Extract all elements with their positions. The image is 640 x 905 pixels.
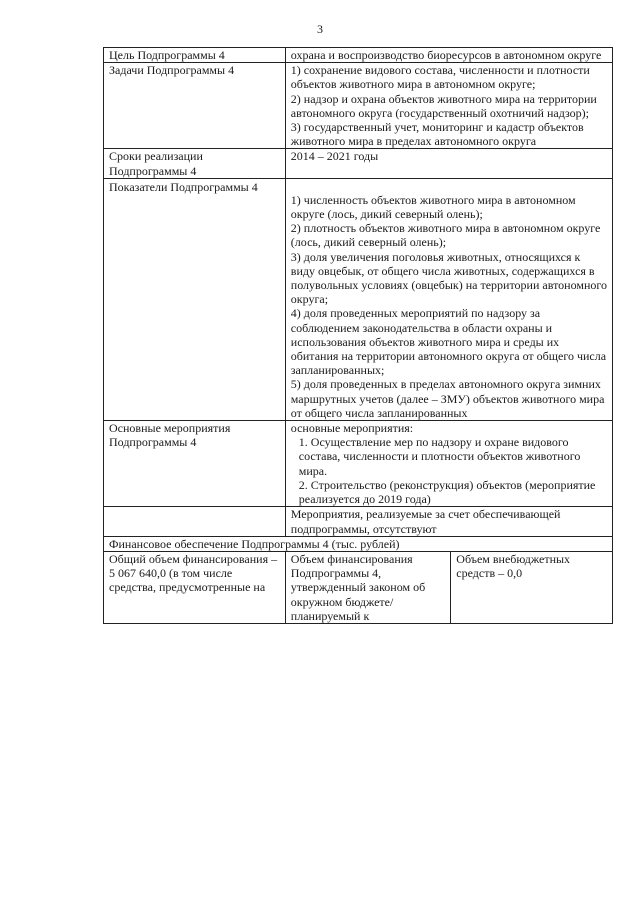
activities-note-row (104, 507, 613, 536)
activities-heading: основные мероприятия: (290, 421, 414, 436)
indicators-list (285, 178, 612, 420)
terms-value: 2014 – 2021 годы (285, 149, 612, 178)
indicator-item-3: 3) доля увеличения поголовья животных, относящихся к виду овцебык, от общего числа животных, содержащихся в полувольных условиях (овцебык) на территории автономного округа; (290, 249, 608, 307)
financing-extra-budget: Объем внебюджетных средств – 0,0 (456, 551, 571, 581)
terms-label: Сроки реализации Подпрограммы 4 (104, 149, 286, 178)
indicator-item-4: 4) доля проведенных мероприятий по надзору за соблюдением законодательства в области охраны и использования объектов животного мира и среды их обитания на территории автономного округа от общего числа запланированных; (290, 306, 607, 378)
financing-total: Общий объем финансирования – 5 067 640,0 (в том числе средства, предусмотренные на (104, 551, 286, 623)
financing-header-row (104, 536, 613, 551)
indicator-item-5: 5) доля проведенных в пределах автономного округа зимних маршрутных учетов (далее – ЗМУ) объектов животного мира от общего числа запланированных (290, 377, 605, 420)
tasks-label: Задачи Подпрограммы 4 (104, 63, 286, 149)
financing-split-cell (285, 551, 612, 623)
indicator-item-2: 2) плотность объектов животного мира в автономном округе (лось, дикий северный олень); (290, 221, 601, 250)
indicators-row (104, 178, 613, 420)
activities-list (285, 421, 612, 507)
financing-row (104, 551, 613, 623)
financing-law: Объем финансирования Подпрограммы 4, утвержденный законом об окружном бюджете/планируемый к (286, 552, 451, 623)
activities-note-empty (104, 507, 286, 536)
tasks-list (285, 63, 612, 149)
goal-row (104, 48, 613, 63)
activity-item-2: 2. Строительство (реконструкция) объектов (мероприятие реализуется до 2019 года) (298, 477, 596, 507)
goal-label: Цель Подпрограммы 4 (104, 48, 286, 63)
indicators-label: Показатели Подпрограммы 4 (104, 178, 286, 420)
tasks-row (104, 63, 613, 149)
goal-value: охрана и воспроизводство биоресурсов в автономном округе (285, 48, 612, 63)
page-number: 3 (317, 22, 323, 36)
task-item-2: 2) надзор и охрана объектов животного мира на территории автономного округа (государственный охотничий надзор); (290, 91, 597, 120)
activities-row (104, 421, 613, 507)
activities-label: Основные мероприятия Подпрограммы 4 (104, 421, 286, 507)
activities-note: Мероприятия, реализуемые за счет обеспечивающей подпрограммы, отсутствуют (285, 507, 612, 536)
financing-split-table (286, 552, 612, 623)
task-item-3: 3) государственный учет, мониторинг и кадастр объектов животного мира в пределах автономного округа (290, 120, 584, 149)
indicator-item-1: 1) численность объектов животного мира в автономном округе (лось, дикий северный олень); (290, 192, 576, 222)
subprogram-passport-table (103, 47, 613, 624)
task-item-1: 1) сохранение видового состава, численности и плотности объектов животного мира в автономном округе; (290, 63, 590, 92)
financing-header: Финансовое обеспечение Подпрограммы 4 (тыс. рублей) (104, 536, 613, 551)
terms-row (104, 149, 613, 178)
activity-item-1: 1. Осуществление мер по надзору и охране видового состава, численности и плотности объектов животного мира. (298, 435, 581, 478)
